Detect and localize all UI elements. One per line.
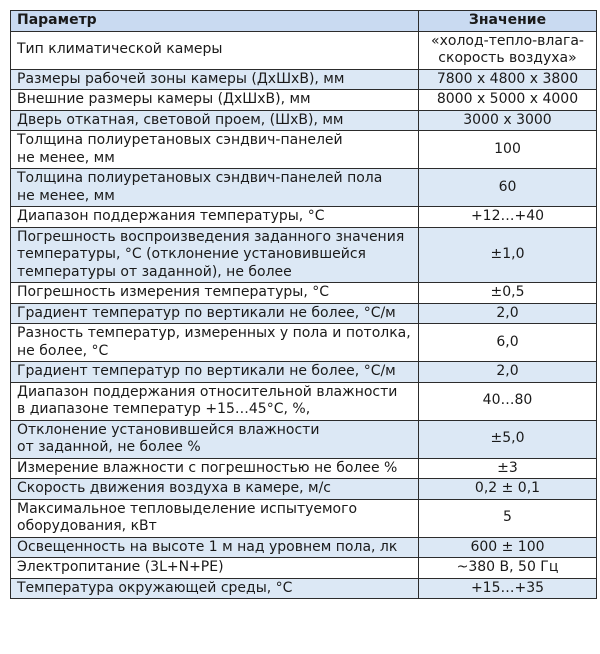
row-parameter: Погрешность воспроизведения заданного значения температуры, °С (отклонение установившейся температуры от заданной), не более	[11, 227, 419, 283]
row-value: 600 ± 100	[419, 537, 597, 558]
table-row	[11, 110, 597, 131]
table-row	[11, 227, 597, 283]
row-value: 6,0	[419, 324, 597, 362]
row-parameter: Скорость движения воздуха в камере, м/с	[11, 479, 419, 500]
row-parameter: Разность температур, измеренных у пола и потолка, не более, °С	[11, 324, 419, 362]
row-parameter: Измерение влажности с погрешностью не более %	[11, 458, 419, 479]
row-value: 2,0	[419, 362, 597, 383]
row-value: 2,0	[419, 303, 597, 324]
row-parameter: Освещенность на высоте 1 м над уровнем пола, лк	[11, 537, 419, 558]
table-row	[11, 420, 597, 458]
row-parameter: Толщина полиуретановых сэндвич-панелей пола не менее, мм	[11, 169, 419, 207]
row-parameter: Тип климатической камеры	[11, 31, 419, 69]
row-parameter: Отклонение установившейся влажности от заданной, не более %	[11, 420, 419, 458]
table-body	[11, 31, 597, 599]
row-value: 8000 х 5000 х 4000	[419, 90, 597, 111]
row-parameter: Толщина полиуретановых сэндвич-панелей не менее, мм	[11, 131, 419, 169]
row-parameter: Диапазон поддержания температуры, °С	[11, 207, 419, 228]
row-parameter: Внешние размеры камеры (ДхШхВ), мм	[11, 90, 419, 111]
row-value: +15…+35	[419, 578, 597, 599]
table-row	[11, 479, 597, 500]
table-row	[11, 499, 597, 537]
row-parameter: Градиент температур по вертикали не более, °С/м	[11, 303, 419, 324]
spec-table	[10, 10, 597, 599]
row-value: 40…80	[419, 382, 597, 420]
row-value: 0,2 ± 0,1	[419, 479, 597, 500]
header-parameter: Параметр	[11, 11, 419, 32]
table-row	[11, 283, 597, 304]
table-row	[11, 303, 597, 324]
row-parameter: Температура окружающей среды, °С	[11, 578, 419, 599]
row-parameter: Диапазон поддержания относительной влажности в диапазоне температур +15…45°С, %,	[11, 382, 419, 420]
row-value: ±3	[419, 458, 597, 479]
table-row	[11, 362, 597, 383]
row-value: ±1,0	[419, 227, 597, 283]
row-parameter: Погрешность измерения температуры, °С	[11, 283, 419, 304]
table-header-row	[11, 11, 597, 32]
table-row	[11, 458, 597, 479]
table-row	[11, 537, 597, 558]
table-row	[11, 31, 597, 69]
row-parameter: Градиент температур по вертикали не более, °С/м	[11, 362, 419, 383]
row-value: ±0,5	[419, 283, 597, 304]
row-value: +12…+40	[419, 207, 597, 228]
row-value: ~380 В, 50 Гц	[419, 558, 597, 579]
row-value: 3000 х 3000	[419, 110, 597, 131]
table-row	[11, 69, 597, 90]
row-value: 7800 х 4800 х 3800	[419, 69, 597, 90]
row-parameter: Размеры рабочей зоны камеры (ДхШхВ), мм	[11, 69, 419, 90]
row-value: 60	[419, 169, 597, 207]
row-value: 5	[419, 499, 597, 537]
row-parameter: Дверь откатная, световой проем, (ШхВ), мм	[11, 110, 419, 131]
table-row	[11, 90, 597, 111]
table-row	[11, 131, 597, 169]
header-value: Значение	[419, 11, 597, 32]
row-parameter: Максимальное тепловыделение испытуемого оборудования, кВт	[11, 499, 419, 537]
row-value: 100	[419, 131, 597, 169]
table-row	[11, 558, 597, 579]
table-row	[11, 324, 597, 362]
table-row	[11, 382, 597, 420]
row-value: ±5,0	[419, 420, 597, 458]
row-value: «холод-тепло-влага- скорость воздуха»	[419, 31, 597, 69]
table-row	[11, 578, 597, 599]
table-row	[11, 207, 597, 228]
table-row	[11, 169, 597, 207]
row-parameter: Электропитание (3L+N+PE)	[11, 558, 419, 579]
